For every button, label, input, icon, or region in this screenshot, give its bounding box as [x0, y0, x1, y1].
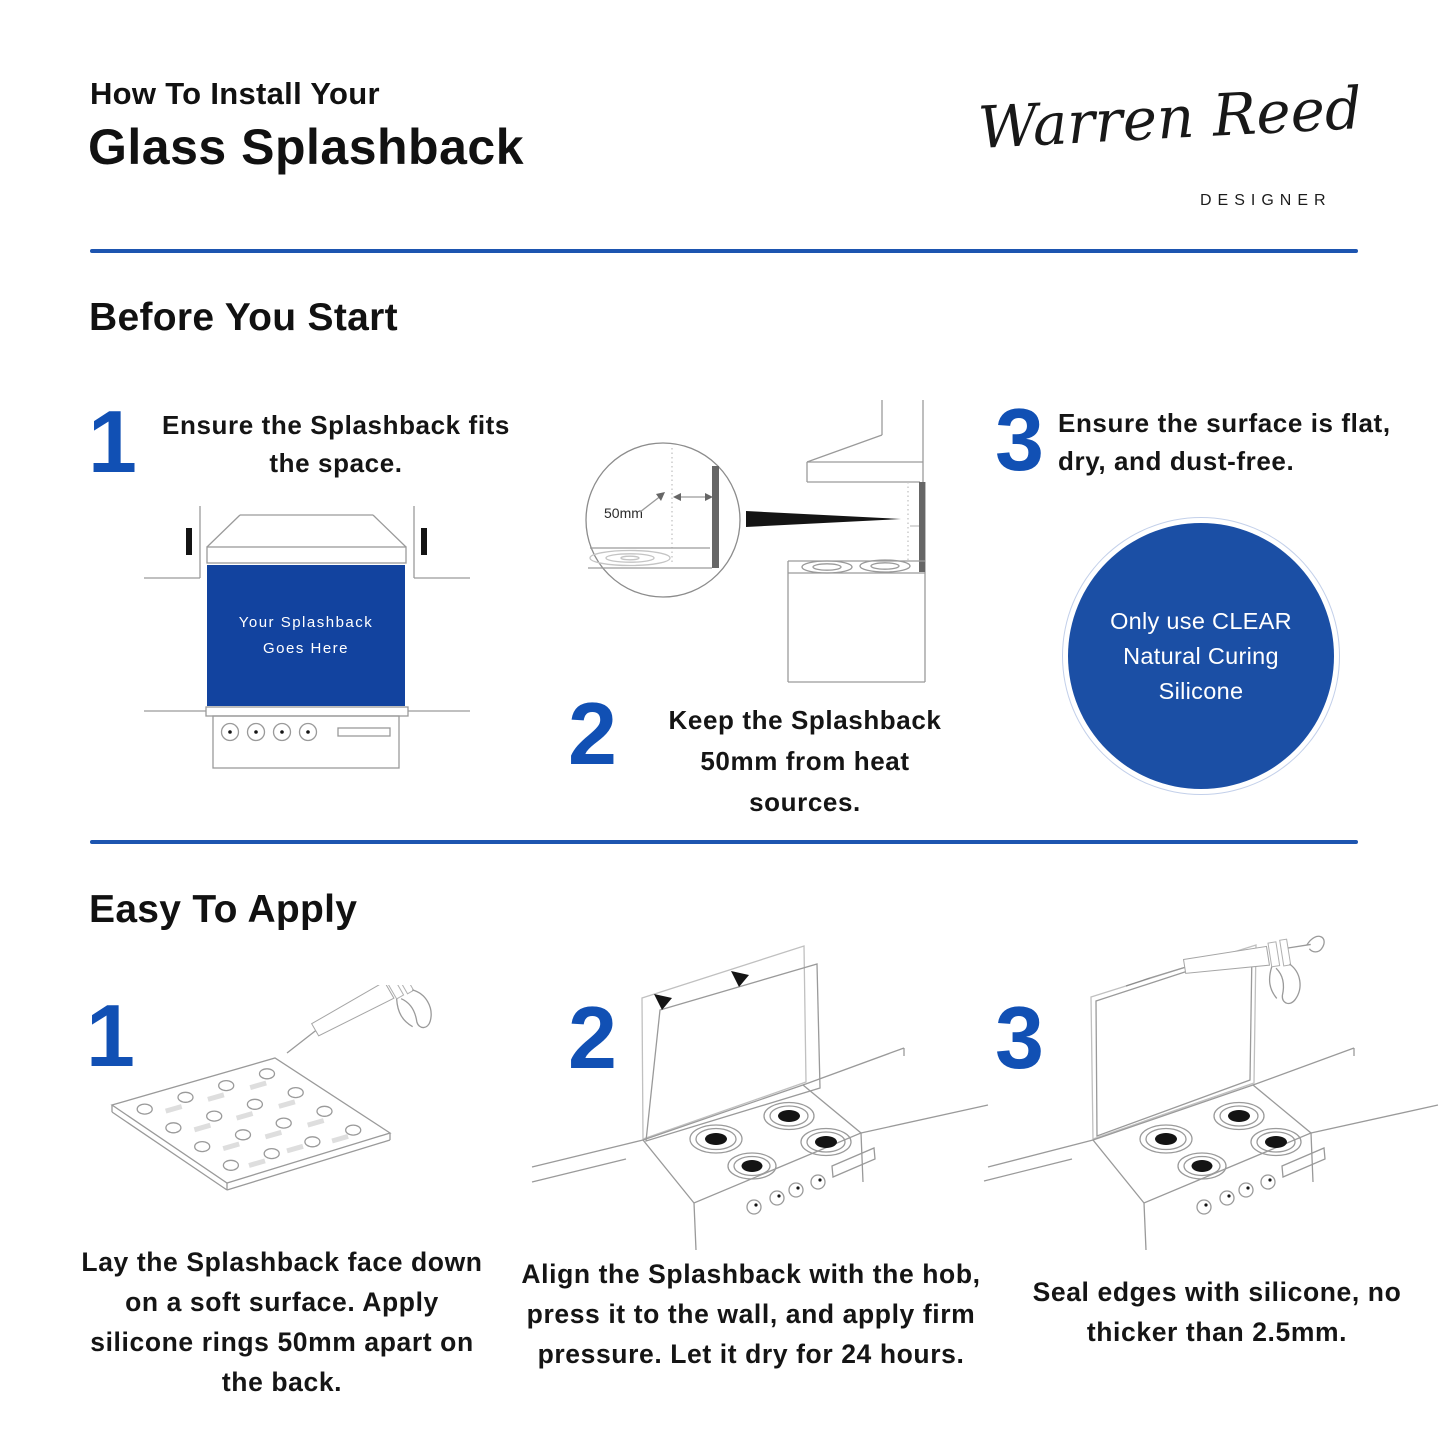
before-step-3-text: Ensure the surface is flat, dry, and dust-free. — [1058, 408, 1391, 476]
easy-to-apply-heading: Easy To Apply — [89, 888, 358, 931]
before-step-3-number: 3 — [995, 390, 1044, 489]
page-title-line1: How To Install Your — [90, 76, 380, 111]
panel-label-line2: Goes Here — [262, 640, 350, 657]
apply-step-2-caption: Align the Splashback with the hob, press it to the wall, and apply firm pressure. Let it dry for 24 hours. — [521, 1259, 981, 1369]
before-you-start-heading: Before You Start — [89, 296, 398, 339]
silicone-note-badge — [1068, 523, 1334, 789]
apply-step-3-caption: Seal edges with silicone, no thicker than 2.5mm. — [1032, 1277, 1402, 1347]
before-step-2-text: Keep the Splashback 50mm from heat sources. — [668, 705, 942, 817]
panel-label-line1: Your Splashback — [238, 614, 374, 631]
silicone-note-text: Only use CLEAR Natural Curing Silicone — [1110, 607, 1292, 704]
apply-step-1-number: 1 — [86, 986, 135, 1085]
brand-logo-signature: Warren Reed — [976, 73, 1364, 163]
before-step-1-text: Ensure the Splashback fits the space. — [162, 410, 510, 478]
page-title-line2: Glass Splashback — [88, 119, 525, 175]
apply-step-3-number: 3 — [995, 988, 1044, 1087]
measure-50mm-label: 50mm — [604, 505, 643, 521]
splashback-panel-label — [208, 566, 404, 706]
before-step-2-number: 2 — [568, 684, 617, 783]
brand-logo-subtitle: DESIGNER — [1200, 192, 1332, 209]
apply-step-2-number: 2 — [568, 988, 617, 1087]
silicone-rings-illustration — [90, 985, 530, 1255]
apply-step-1-caption: Lay the Splashback face down on a soft surface. Apply silicone rings 50mm apart on the back. — [81, 1247, 483, 1397]
seal-edges-illustration — [980, 920, 1445, 1250]
before-step-1-number: 1 — [88, 392, 137, 491]
section-divider-middle — [90, 840, 1358, 844]
section-divider-top — [90, 249, 1358, 253]
